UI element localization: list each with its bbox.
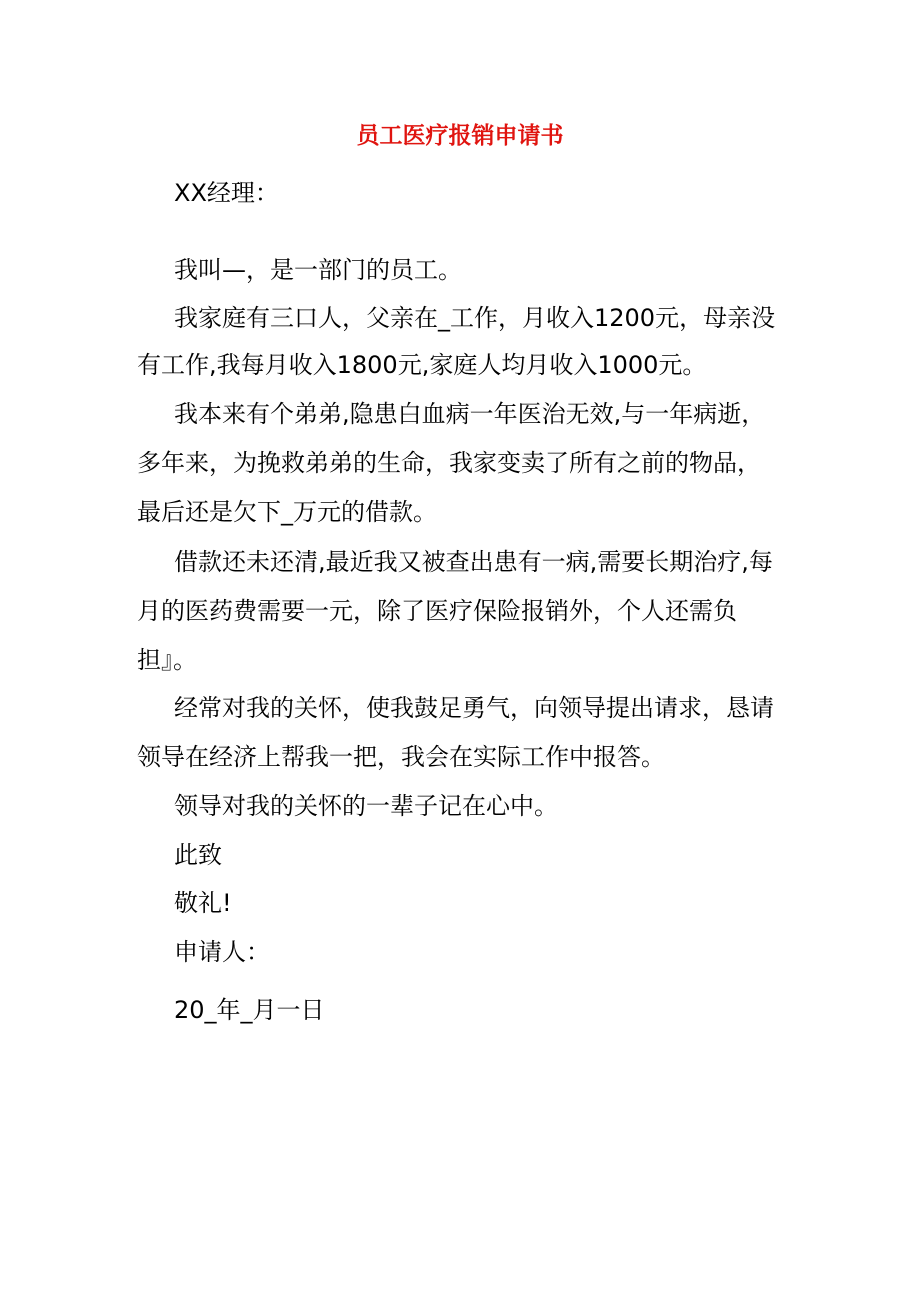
paragraph-line: 我叫—，是一部门的员工。	[174, 256, 462, 284]
paragraph-line: 经常对我的关怀，使我鼓足勇气，向领导提出请求，恳请	[174, 694, 774, 722]
regards-text: 敬礼!	[174, 889, 232, 917]
paragraph-line: 借款还未还清,最近我又被查出患有一病,需要长期治疗,每	[174, 548, 773, 576]
salutation: XX经理：	[174, 179, 279, 207]
paragraph-line: 担』。	[137, 646, 197, 674]
document-title: 员工医疗报销申请书	[356, 123, 564, 149]
paragraph-line: 月的医药费需要一元，除了医疗保险报销外，个人还需负	[137, 597, 737, 625]
paragraph-line: 我家庭有三口人，父亲在_工作，月收入1200元，母亲没	[174, 304, 776, 332]
date-line: 20_年_月一日	[174, 996, 325, 1024]
paragraph-line: 有工作,我每月收入1800元,家庭人均月收入1000元。	[137, 351, 707, 379]
paragraph-line: 我本来有个弟弟,隐患白血病一年医治无效,与一年病逝，	[174, 400, 766, 428]
paragraph-line: 领导对我的关怀的一辈子记在心中。	[174, 792, 558, 820]
applicant-label: 申请人：	[174, 938, 270, 966]
paragraph-line: 最后还是欠下_万元的借款。	[137, 498, 437, 526]
closing-text: 此致	[174, 841, 222, 869]
paragraph-line: 多年来，为挽救弟弟的生命，我家变卖了所有之前的物品，	[137, 449, 761, 477]
paragraph-line: 领导在经济上帮我一把，我会在实际工作中报答。	[137, 743, 665, 771]
